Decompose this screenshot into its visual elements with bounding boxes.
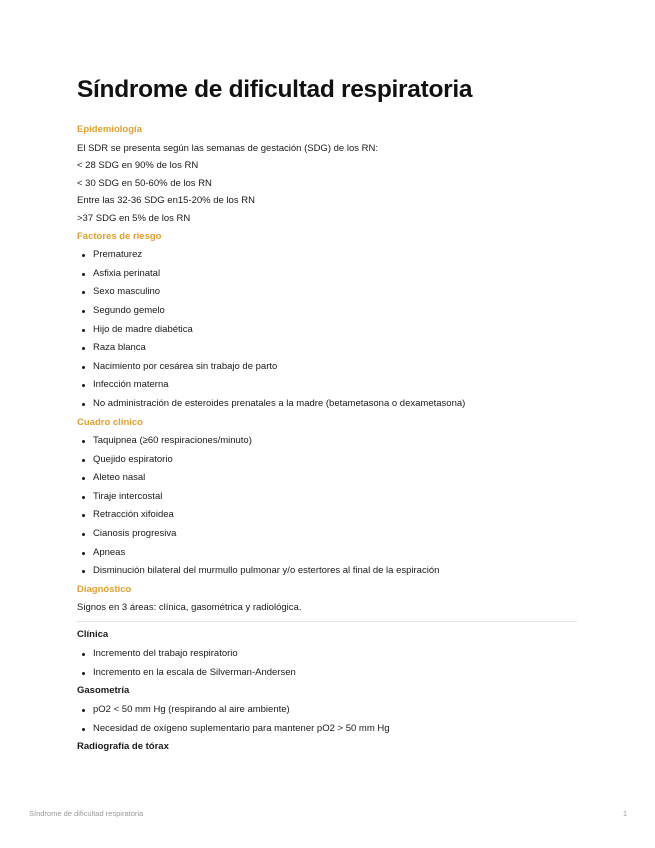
paragraph: Signos en 3 áreas: clínica, gasométrica y radiológica.	[77, 602, 302, 614]
list-item	[77, 302, 577, 321]
list-item-text: Aleteo nasal	[93, 472, 146, 484]
footer-title: Síndrome de dificultad respiratoria	[29, 809, 144, 818]
gasometria-list	[77, 701, 577, 738]
list-item	[77, 720, 577, 739]
clinical-signs-list	[77, 432, 577, 581]
paragraph: Entre las 32-36 SDG en15-20% de los RN	[77, 195, 255, 207]
list-item	[77, 283, 577, 302]
page-title: Síndrome de dificultad respiratoria	[77, 76, 473, 103]
list-item	[77, 645, 577, 664]
list-item-text: Incremento del trabajo respiratorio	[93, 648, 238, 660]
bullet-icon	[82, 254, 85, 257]
section-heading-cuadro-clinico: Cuadro clínico	[77, 416, 143, 428]
list-item-text: Apneas	[93, 546, 126, 558]
bullet-icon	[82, 366, 85, 369]
list-item	[77, 432, 577, 451]
list-item	[77, 488, 577, 507]
list-item	[77, 469, 577, 488]
paragraph: < 28 SDG en 90% de los RN	[77, 160, 199, 172]
list-item-text: Infección materna	[93, 379, 169, 391]
bullet-icon	[82, 440, 85, 443]
list-item	[77, 395, 577, 414]
subheading-clinica: Clínica	[77, 629, 109, 641]
bullet-icon	[82, 384, 85, 387]
paragraph: >37 SDG en 5% de los RN	[77, 212, 191, 224]
list-item-text: Nacimiento por cesárea sin trabajo de parto	[93, 360, 278, 372]
bullet-icon	[82, 347, 85, 350]
list-item-text: pO2 < 50 mm Hg (respirando al aire ambiente)	[93, 704, 290, 716]
list-item-text: Asfixia perinatal	[93, 267, 161, 279]
list-item	[77, 358, 577, 377]
bullet-icon	[82, 329, 85, 332]
divider	[77, 621, 577, 622]
list-item-text: Hijo de madre diabética	[93, 323, 193, 335]
bullet-icon	[82, 672, 85, 675]
bullet-icon	[82, 477, 85, 480]
paragraph: < 30 SDG en 50-60% de los RN	[77, 177, 212, 189]
list-item-text: Taquipnea (≥60 respiraciones/minuto)	[93, 435, 252, 447]
list-item	[77, 506, 577, 525]
page-footer	[29, 809, 627, 818]
list-item	[77, 265, 577, 284]
bullet-icon	[82, 570, 85, 573]
list-item-text: Prematurez	[93, 249, 143, 261]
list-item-text: Disminución bilateral del murmullo pulmonar y/o estertores al final de la espiración	[93, 565, 440, 577]
list-item	[77, 562, 577, 581]
bullet-icon	[82, 459, 85, 462]
list-item-text: Quejido espiratorio	[93, 453, 173, 465]
list-item-text: Cianosis progresiva	[93, 528, 177, 540]
bullet-icon	[82, 728, 85, 731]
list-item	[77, 451, 577, 470]
list-item	[77, 544, 577, 563]
page-number: 1	[622, 809, 627, 818]
list-item	[77, 376, 577, 395]
list-item-text: Incremento en la escala de Silverman-Andersen	[93, 666, 296, 678]
list-item-text: No administración de esteroides prenatales a la madre (betametasona o dexametasona)	[93, 397, 466, 409]
bullet-icon	[82, 709, 85, 712]
section-heading-diagnostico: Diagnóstico	[77, 583, 132, 595]
list-item-text: Segundo gemelo	[93, 304, 165, 316]
bullet-icon	[82, 653, 85, 656]
section-heading-factores: Factores de riesgo	[77, 230, 162, 242]
bullet-icon	[82, 403, 85, 406]
section-heading-epidemiologia: Epidemiología	[77, 124, 142, 135]
bullet-icon	[82, 552, 85, 555]
bullet-icon	[82, 310, 85, 313]
clinica-list	[77, 645, 577, 682]
document-content	[77, 121, 577, 757]
list-item	[77, 246, 577, 265]
list-item	[77, 525, 577, 544]
bullet-icon	[82, 514, 85, 517]
list-item-text: Tiraje intercostal	[93, 490, 163, 502]
list-item	[77, 664, 577, 683]
list-item-text: Sexo masculino	[93, 286, 161, 298]
subheading-radiografia: Radiografía de tórax	[77, 741, 169, 753]
risk-factors-list	[77, 246, 577, 413]
paragraph: El SDR se presenta según las semanas de gestación (SDG) de los RN:	[77, 142, 378, 154]
subheading-gasometria: Gasometría	[77, 685, 130, 697]
bullet-icon	[82, 273, 85, 276]
bullet-icon	[82, 496, 85, 499]
list-item-text: Retracción xifoidea	[93, 509, 174, 521]
list-item	[77, 321, 577, 340]
bullet-icon	[82, 533, 85, 536]
list-item-text: Raza blanca	[93, 342, 146, 354]
list-item	[77, 339, 577, 358]
list-item	[77, 701, 577, 720]
list-item-text: Necesidad de oxígeno suplementario para mantener pO2 > 50 mm Hg	[93, 722, 390, 734]
bullet-icon	[82, 291, 85, 294]
